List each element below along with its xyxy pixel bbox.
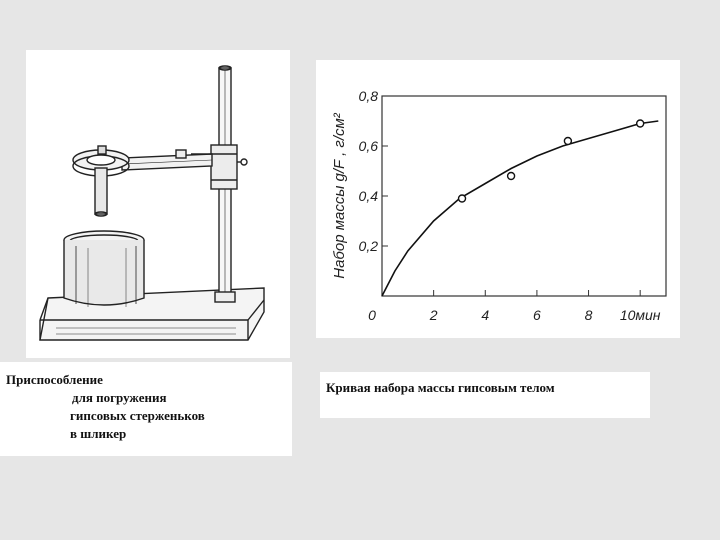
x-tick-label: 2 [429,307,438,323]
apparatus-caption-line-3: гипсовых стерженьков [70,408,205,423]
x-tick-label: 10мин [619,307,661,323]
y-tick-label: 0,2 [358,238,378,254]
data-point [564,138,571,145]
y-tick-label: 0,8 [358,88,378,104]
y-tick-label: 0,6 [358,138,378,154]
chart-caption-box [320,372,650,418]
data-point [637,120,644,127]
y-tick-label: 0,4 [358,188,378,204]
x-tick-label: 8 [584,307,593,323]
x-tick-label: 4 [481,307,490,323]
apparatus-caption-line-2: для погружения [72,390,167,405]
mass-gain-chart [316,60,680,338]
apparatus-caption-box [0,362,292,456]
chart-caption: Кривая набора массы гипсовым телом [326,380,555,395]
x-tick-label: 0 [368,307,376,323]
x-tick-label: 6 [533,307,541,323]
apparatus-caption-line-4: в шликер [70,426,127,441]
apparatus-caption-line-1: Приспособление [6,372,103,387]
y-axis-label: Набор массы g/F , г/см² [331,113,348,279]
mass-gain-curve [382,121,658,296]
apparatus-illustration-panel [26,50,290,358]
immersion-apparatus-drawing [26,50,290,358]
plot-frame [382,96,666,296]
data-point [459,195,466,202]
data-point [508,173,515,180]
mass-gain-chart-panel [316,60,680,338]
